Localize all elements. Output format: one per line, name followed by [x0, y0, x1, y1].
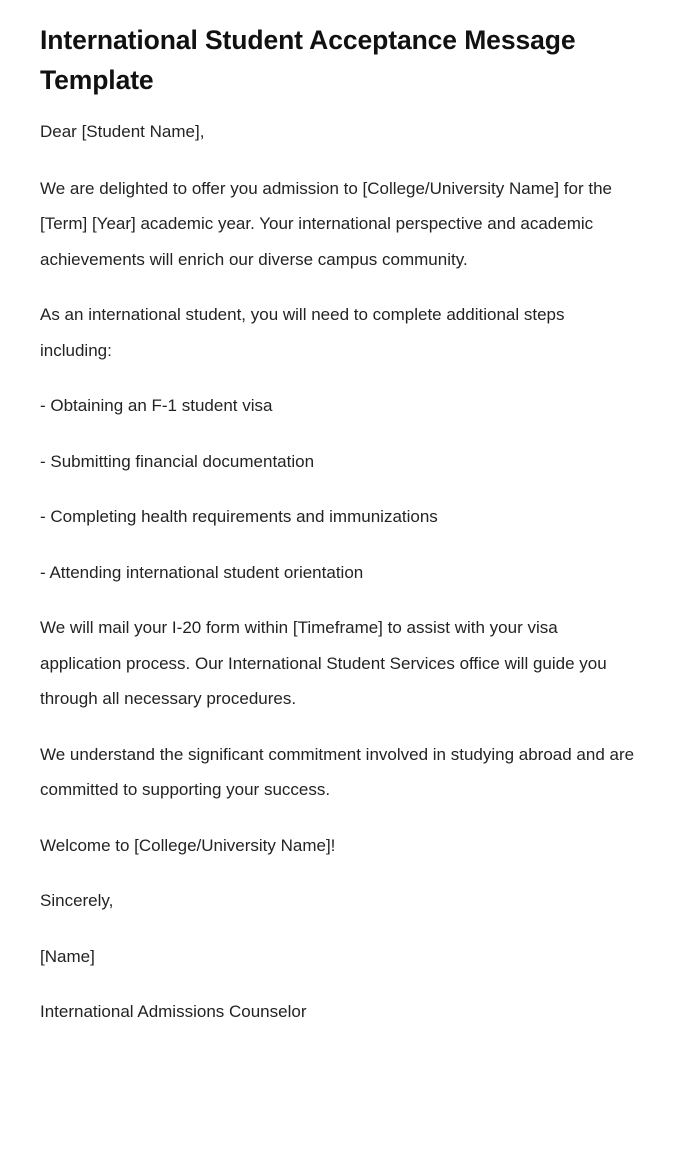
welcome-paragraph: Welcome to [College/University Name]!: [40, 835, 336, 855]
list-item: - Completing health requirements and immunizations: [40, 507, 438, 526]
list-item: - Submitting financial documentation: [40, 451, 315, 471]
list-item: - Attending international student orientation: [40, 562, 364, 582]
commitment-paragraph: We understand the significant commitment involved in studying abroad and are committed to supporting your success.: [40, 744, 635, 799]
page-title: International Student Acceptance Message Template: [40, 25, 576, 95]
signature-closing: Sincerely,: [40, 891, 114, 910]
signature-title: International Admissions Counselor: [40, 1002, 307, 1021]
steps-lead-paragraph: As an international student, you will need to complete additional steps including:: [40, 305, 565, 360]
list-item: - Obtaining an F-1 student visa: [40, 396, 273, 415]
signature-name: [Name]: [40, 946, 95, 966]
i20-paragraph: We will mail your I-20 form within [Timeframe] to assist with your visa application process. Our International Student Services office will guide you through all necessary procedures.: [40, 618, 607, 708]
intro-paragraph: We are delighted to offer you admission to [College/University Name] for the [Term] [Year] academic year. Your international perspective and academic achievements will enrich our diverse campus community.: [40, 178, 612, 269]
salutation-line: Dear [Student Name],: [40, 122, 205, 141]
